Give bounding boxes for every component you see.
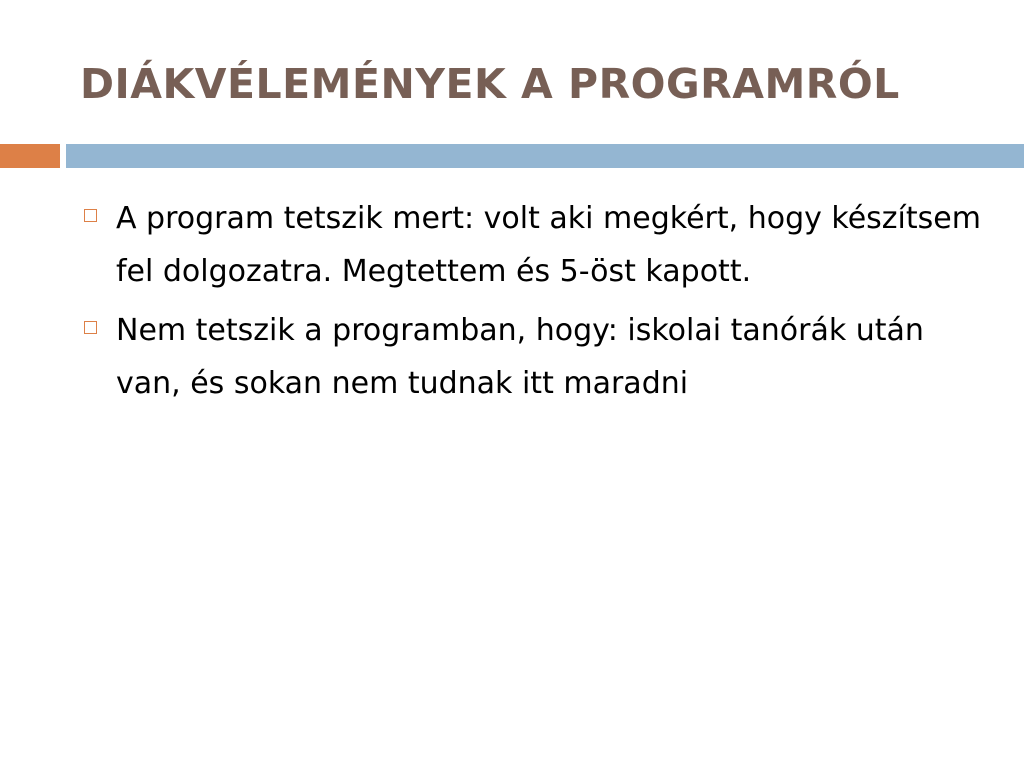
bullet-text: A program tetszik mert: volt aki megkért, hogy készítsem fel dolgozatra. Megtettem és 5-öst kapott.: [116, 201, 981, 289]
bullet-text: Nem tetszik a programban, hogy: iskolai tanórák után van, és sokan nem tudnak itt maradni: [116, 313, 924, 401]
hollow-square-bullet-icon: [84, 209, 97, 222]
title-divider-bar: [66, 144, 1024, 168]
list-item: [84, 304, 984, 410]
title-accent-bar: [0, 144, 60, 168]
hollow-square-bullet-icon: [84, 321, 97, 334]
list-item: [84, 192, 984, 298]
bullet-list: [84, 192, 984, 416]
slide-title: DIÁKVÉLEMÉNYEK A PROGRAMRÓL: [80, 60, 900, 108]
